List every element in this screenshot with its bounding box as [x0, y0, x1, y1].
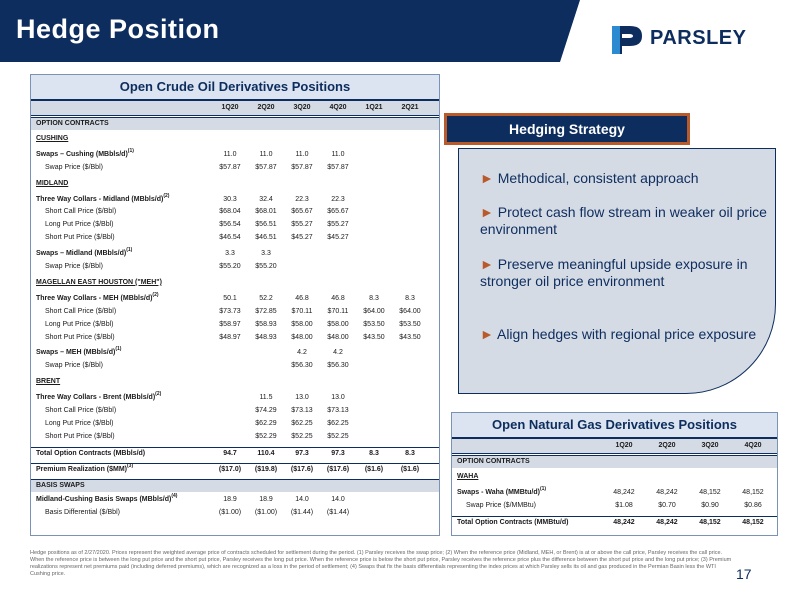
table-row [452, 487, 777, 499]
table-cell: $58.00 [327, 320, 349, 328]
table-cell: 48,152 [742, 519, 764, 526]
table-cell: 8.3 [369, 449, 379, 457]
footnote-marker: (4) [171, 493, 178, 500]
table-cell: $70.11 [327, 307, 349, 315]
row-label [466, 500, 536, 512]
table-cell: 46.8 [331, 294, 345, 302]
table-cell: ($1.44) [326, 509, 350, 517]
row-label-text: MIDLAND [36, 179, 69, 187]
row-label-text: OPTION CONTRACTS [36, 120, 109, 127]
row-label [36, 464, 133, 476]
table-cell: $52.25 [291, 432, 313, 440]
table-cell: 48,242 [656, 489, 678, 496]
footnote-marker: (1) [115, 346, 122, 353]
row-label-text: CUSHING [36, 134, 69, 142]
column-header-1q21: 1Q21 [365, 104, 383, 111]
table-row [31, 418, 439, 430]
row-label [45, 507, 120, 519]
table-row [31, 392, 439, 404]
table-cell: 18.9 [223, 496, 237, 504]
row-label-text: Short Put Price ($/Bbl) [45, 432, 115, 440]
row-label-text: Midland-Cushing Basis Swaps (MBbls/d) [36, 496, 172, 504]
row-label-text: Long Put Price ($/Bbl) [45, 221, 114, 229]
row-label-text: Short Put Price ($/Bbl) [45, 333, 115, 341]
table-cell: 4.2 [297, 349, 307, 357]
table-cell: 11.0 [295, 150, 309, 158]
table-cell: 46.8 [295, 294, 309, 302]
row-label-text: Swap Price ($/Bbl) [45, 362, 103, 370]
table-cell: $45.27 [291, 234, 313, 242]
table-cell: 22.3 [331, 195, 345, 203]
table-cell: ($1.6) [364, 465, 384, 473]
table-cell: $58.97 [219, 320, 241, 328]
table-row [31, 293, 439, 305]
row-label [45, 206, 116, 218]
table-row [31, 405, 439, 417]
row-label-text: Long Put Price ($/Bbl) [45, 320, 114, 328]
row-label-text: Swap Price ($/Bbl) [45, 263, 103, 270]
table-cell: $48.00 [291, 333, 313, 341]
table-cell: $56.30 [291, 362, 313, 370]
table-cell: 14.0 [295, 496, 309, 504]
table-cell: $55.27 [327, 221, 349, 229]
table-cell: ($1.00) [218, 509, 242, 517]
row-label [457, 487, 546, 499]
table-cell: 3.3 [225, 250, 235, 258]
table-cell: 50.1 [223, 294, 237, 302]
column-header-2q20: 2Q20 [658, 442, 676, 449]
table-row [31, 479, 439, 492]
strategy-bullet [480, 326, 770, 343]
table-row [31, 494, 439, 506]
table-cell: $55.20 [219, 263, 241, 270]
table-cell: $45.27 [327, 234, 349, 242]
table-cell: $74.29 [255, 407, 277, 414]
strategy-bullet-text: Preserve meaningful upside exposure in stronger oil price environment [480, 256, 748, 289]
table-row [31, 162, 439, 174]
strategy-bullet-text: Protect cash flow stream in weaker oil price environment [480, 204, 767, 237]
row-label [45, 431, 115, 443]
table-cell: $68.04 [219, 208, 241, 216]
row-label-text: Swaps – MEH (MBbls/d) [36, 349, 116, 357]
row-label [457, 517, 568, 529]
table-cell: 48,152 [699, 519, 721, 526]
table-cell: $56.51 [255, 221, 277, 229]
table-cell: $0.86 [744, 502, 762, 509]
table-row [452, 500, 777, 512]
row-label-text: Total Option Contracts (MMBtu/d) [457, 519, 569, 526]
table-row [31, 360, 439, 372]
table-row [452, 516, 777, 529]
table-cell: $57.87 [327, 163, 349, 171]
row-label [457, 456, 530, 468]
table-cell: $65.67 [291, 208, 313, 216]
table-cell: ($19.8) [254, 465, 278, 473]
row-label [36, 149, 134, 161]
table-cell: $0.70 [658, 502, 676, 509]
row-label-text: Three Way Collars - Midland (MBbls/d) [36, 195, 164, 203]
table-cell: $64.00 [363, 307, 385, 315]
row-label-text: Short Put Price ($/Bbl) [45, 234, 115, 242]
row-label-text: OPTION CONTRACTS [457, 458, 530, 465]
natural-gas-heading: Open Natural Gas Derivatives Positions [452, 413, 777, 439]
table-cell: 30.3 [223, 195, 237, 203]
table-row [31, 332, 439, 344]
row-label [36, 277, 162, 289]
table-cell: $73.13 [291, 407, 313, 414]
crude-oil-panel [30, 74, 440, 536]
row-label-text: Three Way Collars - MEH (MBbls/d) [36, 294, 153, 302]
table-cell: $62.25 [291, 419, 313, 427]
row-label-text: Basis Differential ($/Bbl) [45, 509, 120, 517]
table-row [31, 319, 439, 331]
row-label [45, 261, 103, 273]
table-cell: $52.25 [327, 432, 349, 440]
row-label [36, 293, 159, 305]
table-row [31, 178, 439, 190]
table-cell: 48,242 [613, 489, 635, 496]
table-cell: ($17.0) [218, 465, 242, 473]
table-row [31, 248, 439, 260]
row-label [36, 376, 60, 388]
table-cell: $64.00 [399, 307, 421, 315]
column-header-4q20: 4Q20 [329, 104, 347, 111]
table-cell: $58.93 [255, 320, 277, 328]
table-row [31, 232, 439, 244]
table-row [31, 447, 439, 460]
table-cell: 97.3 [331, 449, 345, 457]
table-cell: ($1.6) [400, 465, 420, 473]
table-cell: 14.0 [331, 496, 345, 504]
footnote-marker: (2) [152, 291, 159, 298]
table-cell: $0.90 [701, 502, 719, 509]
table-row [31, 431, 439, 443]
row-label-text: BASIS SWAPS [36, 481, 85, 489]
arrow-right-icon: ► [480, 204, 494, 220]
table-cell: $46.54 [219, 234, 241, 242]
row-label [45, 306, 116, 318]
table-cell: $72.85 [255, 307, 277, 315]
row-label [36, 118, 109, 130]
table-cell: $55.27 [291, 221, 313, 229]
table-cell: $57.87 [255, 163, 277, 171]
table-cell: 48,242 [656, 519, 678, 526]
row-label [36, 133, 68, 145]
table-cell: $56.54 [219, 221, 241, 229]
row-label-text: Short Call Price ($/Bbl) [45, 407, 117, 414]
row-label [36, 178, 68, 190]
table-cell: $1.08 [615, 502, 633, 509]
column-header-1q20: 1Q20 [615, 442, 633, 449]
table-cell: 48,152 [699, 489, 721, 496]
strategy-bullet-text: Methodical, consistent approach [493, 170, 699, 186]
table-cell: 4.2 [333, 349, 343, 357]
table-cell: 48,152 [742, 489, 764, 496]
table-cell: $65.67 [327, 208, 349, 216]
strategy-bullet-text: Align hedges with regional price exposure [493, 326, 757, 342]
row-label [45, 332, 115, 344]
row-label-text: Swap Price ($/Bbl) [45, 163, 103, 171]
row-label-text: WAHA [457, 473, 479, 480]
row-label-text: Long Put Price ($/Bbl) [45, 419, 114, 427]
table-cell: $57.87 [219, 163, 241, 171]
table-cell: 48,242 [613, 519, 635, 526]
row-label-text: Swaps - Waha (MMBtu/d) [457, 489, 540, 496]
table-row [31, 117, 439, 130]
table-cell: ($1.44) [290, 509, 314, 517]
table-cell: $68.01 [255, 208, 277, 216]
parsley-logo-icon [610, 22, 646, 56]
row-label [45, 319, 113, 331]
table-cell: 110.4 [257, 449, 275, 457]
table-cell: 13.0 [331, 394, 345, 402]
table-cell: 13.0 [295, 394, 309, 402]
row-label [45, 418, 113, 430]
table-cell: $48.00 [327, 333, 349, 341]
column-header-1q20: 1Q20 [221, 104, 239, 111]
table-row [31, 376, 439, 388]
strategy-heading: Hedging Strategy [444, 113, 690, 145]
row-label [36, 194, 169, 206]
table-cell: $55.20 [255, 263, 277, 270]
footnote-marker: (3) [127, 462, 134, 469]
table-cell: $48.93 [255, 333, 277, 341]
footnote-marker: (1) [539, 486, 547, 492]
strategy-bullet [480, 256, 770, 290]
table-cell: $48.97 [219, 333, 241, 341]
crude-column-header [31, 101, 439, 116]
table-cell: 8.3 [369, 294, 379, 302]
footnote: Hedge positions as of 2/27/2020. Prices represent the weighted average price of contracts scheduled for settlement during the period. (1) Parsley receives the swap price; (2) When the reference price (Midland, MEH, or Brent) is at or above the call price, Parsley receives the call price. When the reference price is between the long put price and the short put price, Parsley receives the long put price. When the reference price is below the short put price, Parsley receives the reference price plus the difference between the short put price and the long put price; (3) Premium realizations represent net premiums paid (including deferred premiums), which are recognized as a loss in the period of settlement; (4) Swaps that fix the basis differentials representing the index prices at which Parsley sells its oil and gas produced in the Permian Basin less the WTI Cushing price. [30, 550, 732, 577]
table-row [31, 463, 439, 476]
row-label-text: Swaps – Midland (MBbls/d) [36, 250, 127, 258]
row-label [45, 219, 113, 231]
row-label [45, 232, 115, 244]
table-cell: ($17.6) [290, 465, 314, 473]
table-cell: $53.50 [399, 320, 421, 328]
table-cell: 8.3 [405, 449, 415, 457]
row-label [36, 392, 161, 404]
table-cell: 11.0 [223, 150, 237, 158]
table-row [31, 133, 439, 145]
row-label [36, 248, 132, 260]
table-cell: $43.50 [399, 333, 421, 341]
table-cell: 22.3 [295, 195, 309, 203]
row-label-text: Swap Price ($/MMBtu) [466, 502, 537, 509]
arrow-right-icon: ► [480, 326, 494, 342]
arrow-right-icon: ► [480, 170, 494, 186]
table-cell: $62.25 [327, 419, 349, 427]
table-row [31, 277, 439, 289]
row-label [45, 405, 116, 417]
column-header-3q20: 3Q20 [293, 104, 311, 111]
table-cell: $52.29 [255, 432, 277, 440]
row-label [36, 494, 177, 506]
table-cell: $58.00 [291, 320, 313, 328]
table-cell: $46.51 [255, 234, 277, 242]
row-label [45, 360, 103, 372]
natural-gas-panel [451, 412, 778, 536]
table-row [31, 149, 439, 161]
row-label-text: Short Call Price ($/Bbl) [45, 208, 117, 216]
table-cell: $56.30 [327, 362, 349, 370]
page-title: Hedge Position [16, 14, 220, 44]
row-label-text: Short Call Price ($/Bbl) [45, 307, 117, 315]
column-header-4q20: 4Q20 [744, 442, 762, 449]
column-header-3q20: 3Q20 [701, 442, 719, 449]
footnote-marker: (2) [155, 391, 162, 398]
page-number: 17 [736, 566, 752, 582]
table-cell: $53.50 [363, 320, 385, 328]
table-row [452, 471, 777, 483]
company-logo [610, 22, 790, 60]
row-label [36, 347, 121, 359]
column-header-2q20: 2Q20 [257, 104, 275, 111]
table-row [31, 194, 439, 206]
row-label [36, 448, 145, 460]
arrow-right-icon: ► [480, 256, 494, 272]
table-cell: $73.73 [219, 307, 241, 315]
table-cell: 3.3 [261, 250, 271, 258]
gas-column-header [452, 439, 777, 454]
title-bar [0, 0, 560, 62]
table-row [31, 347, 439, 359]
crude-oil-heading: Open Crude Oil Derivatives Positions [31, 75, 439, 101]
table-cell: 97.3 [295, 449, 309, 457]
table-cell: 32.4 [259, 195, 273, 203]
table-cell: 18.9 [259, 496, 273, 504]
table-cell: $70.11 [291, 307, 313, 315]
table-cell: 94.7 [223, 449, 237, 457]
footnote-marker: (1) [127, 147, 134, 154]
row-label [45, 162, 103, 174]
row-label-text: MAGELLAN EAST HOUSTON ("MEH") [36, 278, 162, 286]
row-label [457, 471, 478, 483]
strategy-bullet [480, 204, 770, 238]
logo-wordmark: PARSLEY [650, 27, 747, 49]
row-label-text: Total Option Contracts (MBbls/d) [36, 449, 146, 457]
table-cell: $57.87 [291, 163, 313, 171]
row-label-text: Three Way Collars - Brent (MBbls/d) [36, 394, 156, 402]
table-cell: $73.13 [327, 407, 349, 414]
table-cell: 11.0 [259, 150, 273, 158]
table-cell: ($1.00) [254, 509, 278, 517]
table-cell: ($17.6) [326, 465, 350, 473]
table-cell: 8.3 [405, 294, 415, 302]
table-cell: 11.5 [259, 394, 273, 402]
table-row [31, 219, 439, 231]
strategy-bullet [480, 170, 770, 187]
table-cell: 11.0 [331, 150, 345, 158]
table-cell: 52.2 [259, 294, 273, 302]
table-row [31, 306, 439, 318]
row-label-text: Premium Realization ($MM) [36, 465, 128, 473]
row-label-text: BRENT [36, 378, 61, 386]
column-header-2q21: 2Q21 [401, 104, 419, 111]
table-row [31, 261, 439, 273]
table-cell: $62.29 [255, 419, 277, 427]
table-cell: $43.50 [363, 333, 385, 341]
table-row [452, 455, 777, 468]
table-row [31, 507, 439, 519]
row-label-text: Swaps – Cushing (MBbls/d) [36, 150, 128, 158]
footnote-marker: (2) [163, 192, 170, 199]
row-label [36, 480, 85, 492]
footnote-marker: (1) [126, 247, 133, 254]
table-row [31, 206, 439, 218]
